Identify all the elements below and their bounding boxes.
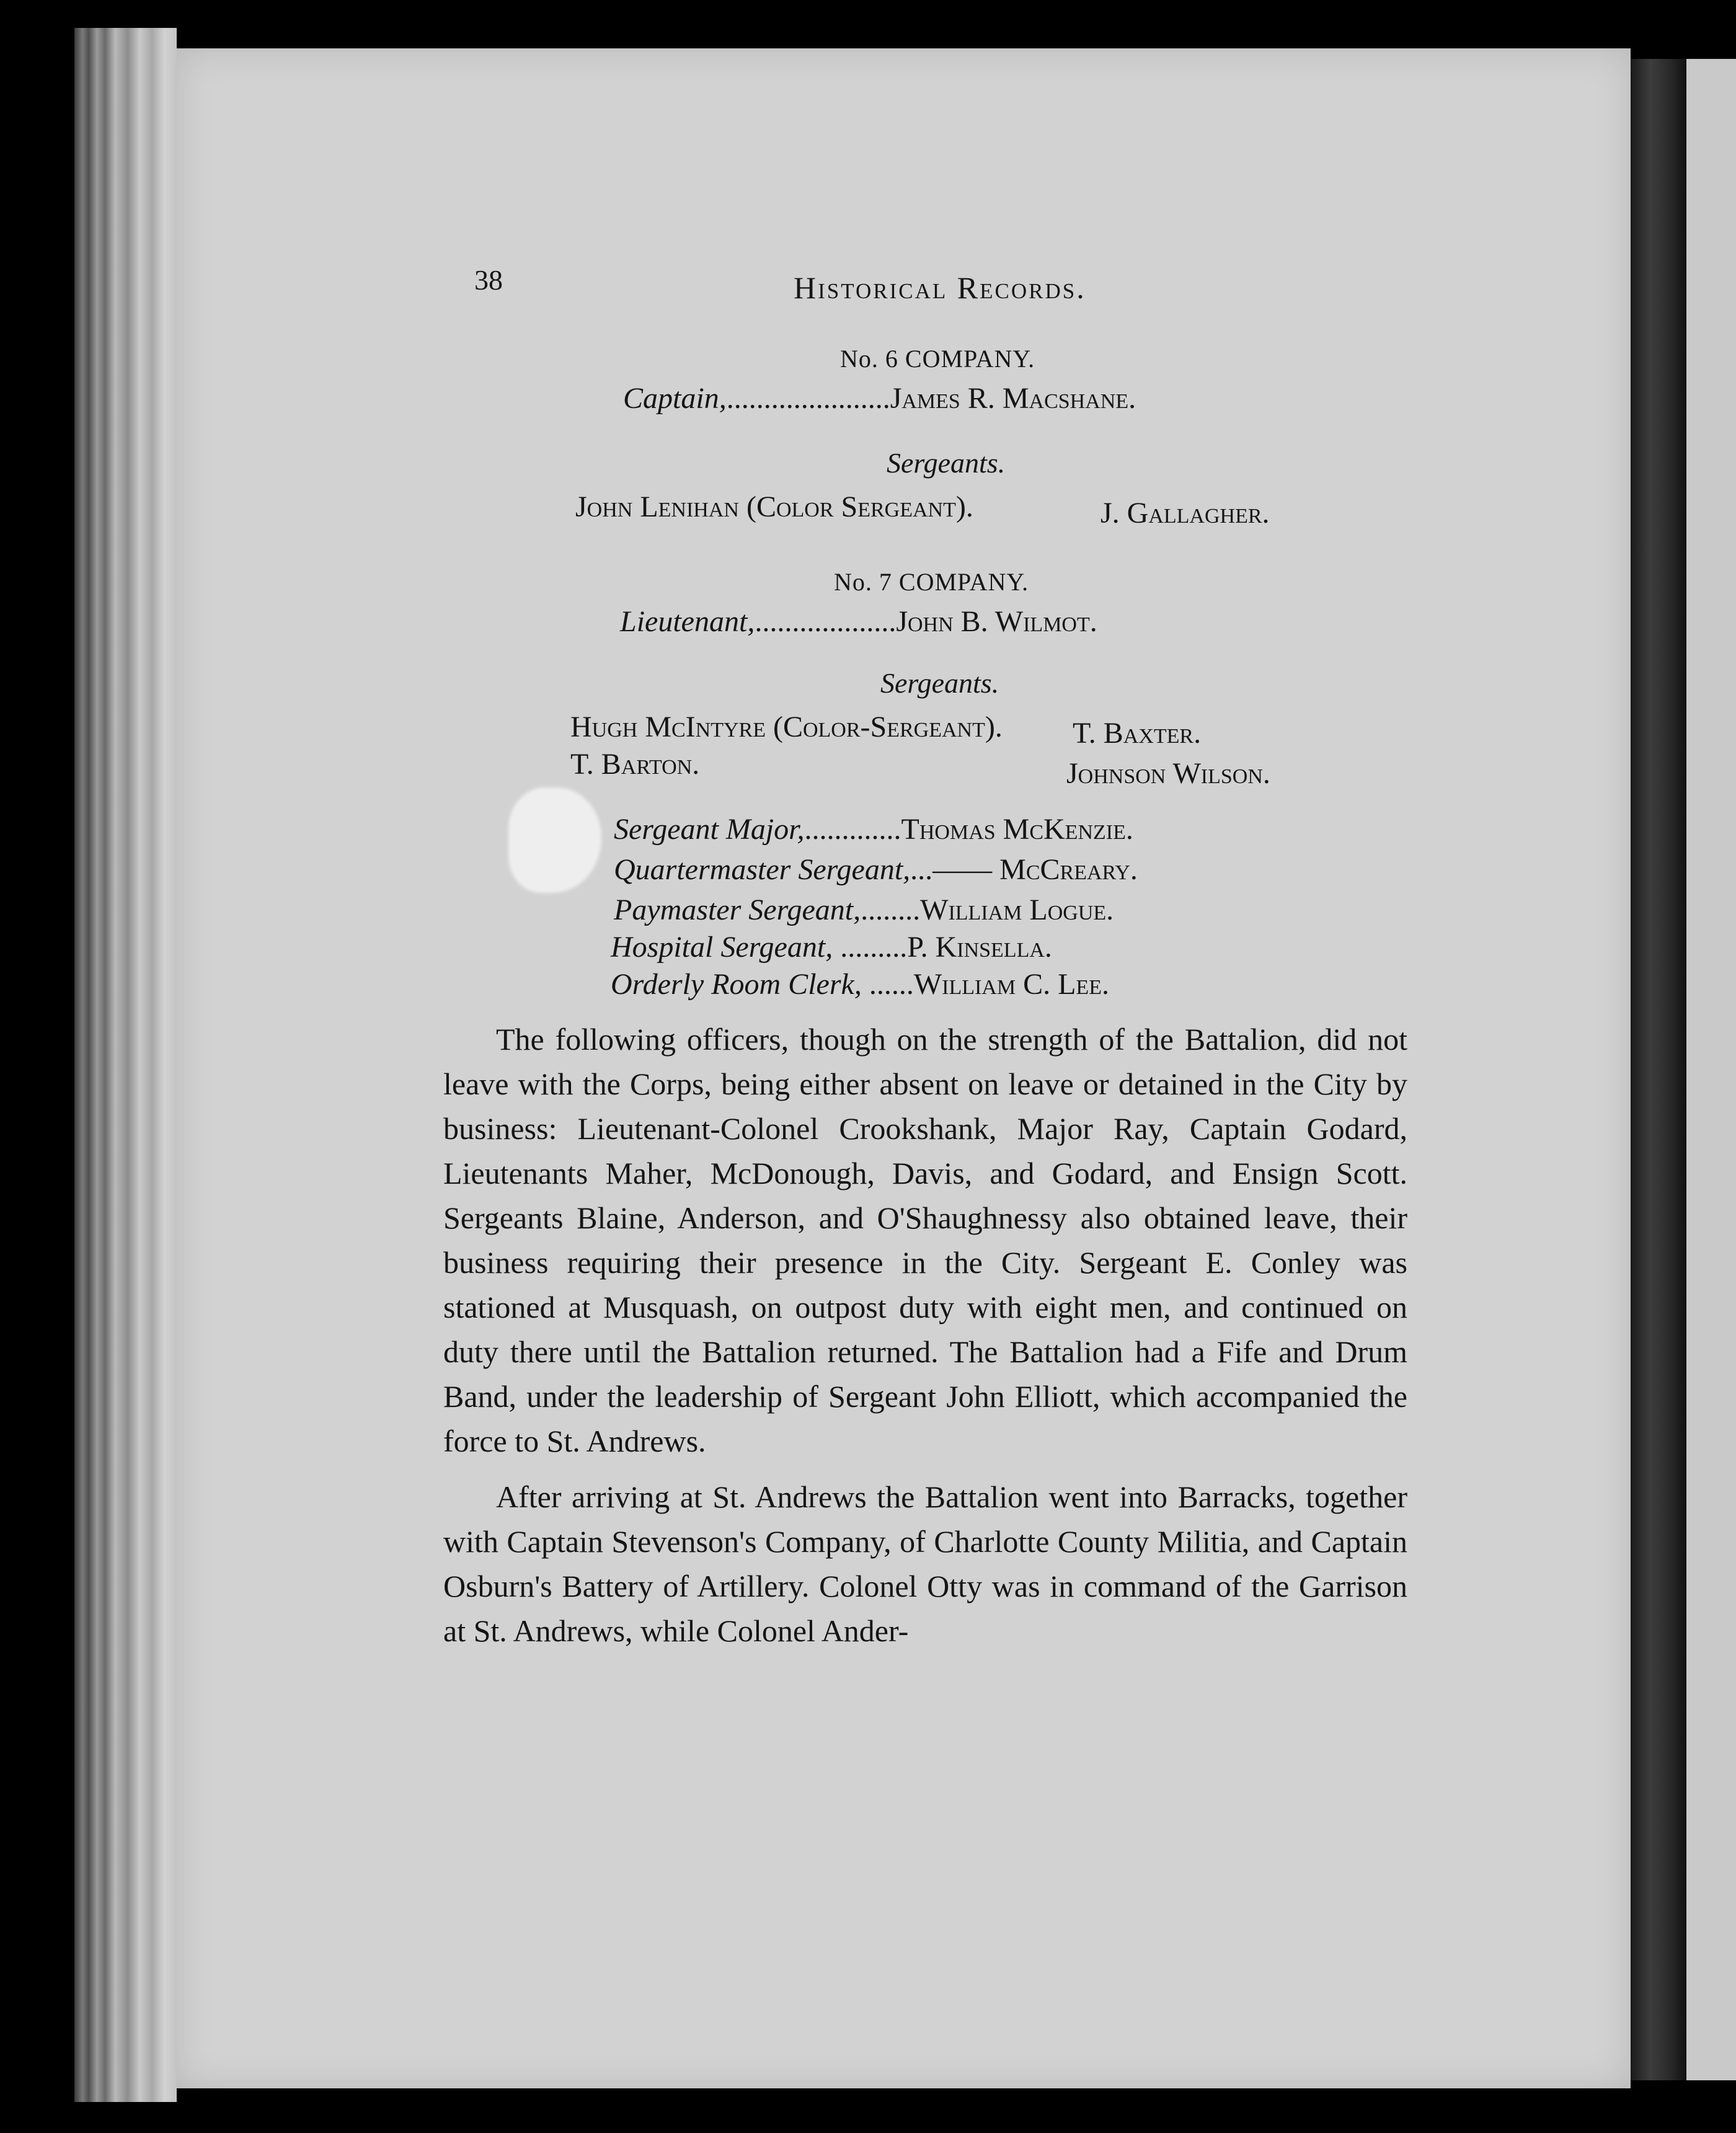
body-text [443,1017,1407,1653]
book-spine-shadow [1631,59,1686,2080]
company-6-sergeant-1: John Lenihan (Color Sergeant). [575,490,973,523]
lieutenant-name: John B. Wilmot. [896,605,1097,638]
company-7-sergeant-1: Hugh McIntyre (Color-Sergeant). [570,711,1003,743]
paragraph-2: After arriving at St. Andrews the Battalion went into Barracks, together with Captain Stevenson's Company, of Charlotte County Militia, and Captain Osburn's Battery of Artillery. Colonel Otty was in command of the Garrison at St. Andrews, while Colonel Ander- [443,1479,1407,1648]
running-title: Historical Records. [794,270,1086,305]
staff-label: Hospital Sergeant, [611,931,833,964]
page-number: 38 [474,264,503,296]
staff-row [614,853,1138,887]
staff-leader-dots: ...—— [910,853,993,886]
book-page-edges [74,28,177,2102]
staff-name: Thomas McKenzie. [901,813,1133,846]
staff-name: William C. Lee. [913,968,1109,1001]
company-7-lieutenant-row [620,605,1097,639]
staff-row [614,812,1133,846]
facing-page-edge [1686,59,1736,2080]
lieutenant-leader-dots: ................... [755,605,897,638]
company-6-heading: No. 6 COMPANY. [840,345,1035,373]
company-6-sergeant-2: J. Gallagher. [1100,497,1270,530]
company-7-heading: No. 7 COMPANY. [834,568,1029,596]
staff-name: McCreary. [999,853,1138,886]
paragraph-1: The following officers, though on the strength of the Battalion, did not leave with the Corps, being either absent on leave or detained in the City by business: Lieutenant-Colonel Crookshank, Major Ray, Captain Godard, Lieutenants Maher, McDonough, Davis, and Godard, and Ensign Scott. Sergeants Blaine, Anderson, and O'Shaughnessy also obtained leave, their business requiring their presence in the City. Sergeant E. Conley was stationed at Musquash, on outpost duty with eight men, and continued on duty there until the Battalion returned. The Battalion had a Fife and Drum Band, under the leadership of Sergeant John Elliott, which accompanied the force to St. Andrews. [443,1022,1407,1458]
staff-label: Quartermaster Sergeant, [614,853,911,886]
staff-leader-dots: ............. [804,813,901,846]
staff-row [611,930,1052,964]
staff-row [614,893,1114,927]
company-7-sergeant-4: Johnson Wilson. [1066,757,1270,790]
company-6-captain-row [623,381,1136,415]
company-7-sergeant-3: T. Barton. [570,748,700,781]
company-6-sergeants-heading: Sergeants. [887,447,1006,479]
company-7-sergeants-heading: Sergeants. [880,667,999,699]
captain-leader-dots: ...................... [726,382,890,415]
captain-name: James R. Macshane. [890,382,1136,415]
staff-label: Sergeant Major, [614,813,805,846]
staff-name: William Logue. [920,894,1114,926]
staff-leader-dots: ......... [833,931,908,964]
staff-row [611,967,1109,1001]
staff-leader-dots: ........ [861,894,921,926]
captain-label: Captain, [623,382,727,415]
staff-name: P. Kinsella. [907,931,1052,964]
staff-label: Paymaster Sergeant, [614,894,861,926]
staff-label: Orderly Room Clerk, [611,968,862,1001]
staff-leader-dots: ...... [861,968,914,1001]
company-7-sergeant-2: T. Baxter. [1073,717,1202,750]
lieutenant-label: Lieutenant, [620,605,755,638]
